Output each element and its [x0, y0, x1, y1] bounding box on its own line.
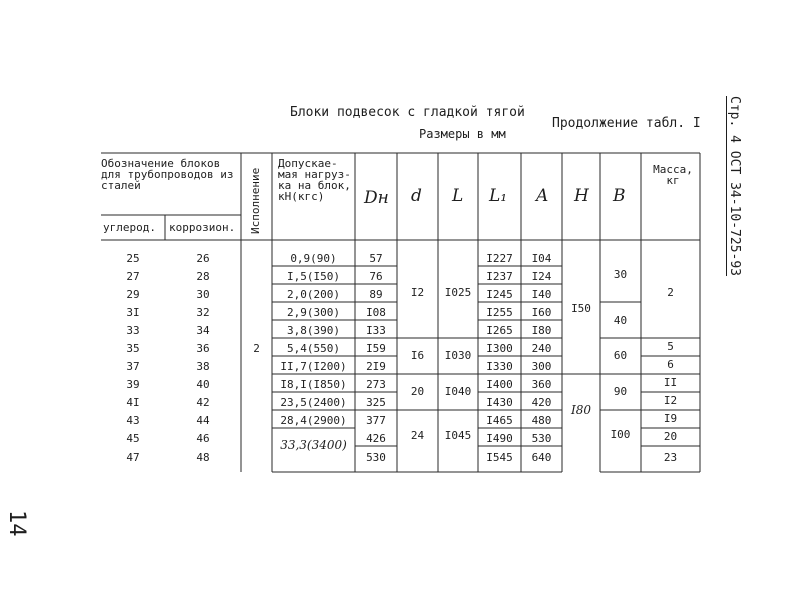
mass-value: 6: [667, 358, 674, 371]
cell-corrosion: 38: [196, 360, 210, 373]
h-value: I50: [571, 302, 591, 315]
b-value: 90: [613, 385, 628, 398]
cell-carbon: 37: [126, 360, 140, 373]
cell-load: 5,4(550): [287, 342, 340, 355]
cell-corrosion: 40: [196, 378, 210, 391]
header-a: A: [536, 186, 549, 206]
l-value: I025: [444, 286, 472, 299]
cell-carbon: 3I: [126, 306, 140, 319]
cell-l1: I245: [486, 288, 513, 301]
b-value: I00: [610, 428, 631, 441]
mass-value: I2: [663, 394, 678, 407]
standard-reference: Стр. 4 ОСТ 34-10-725-93: [727, 96, 742, 277]
cell-l1: I237: [486, 270, 513, 283]
cell-carbon: 39: [126, 378, 140, 391]
cell-a: I40: [531, 288, 552, 301]
cell-carbon: 43: [126, 414, 140, 427]
cell-corrosion: 48: [196, 451, 210, 464]
cell-l1: I227: [486, 252, 513, 265]
cell-dn: 273: [366, 378, 386, 391]
cell-corrosion: 44: [196, 414, 210, 427]
header-h: H: [574, 186, 589, 206]
cell-l1: I265: [486, 324, 513, 337]
header-carbon: углерод.: [103, 221, 156, 234]
d-value: 20: [410, 385, 425, 398]
cell-a: 300: [531, 360, 552, 373]
mass-value: I9: [663, 412, 678, 425]
b-value: 60: [613, 349, 628, 362]
d-value: I2: [410, 286, 425, 299]
cell-carbon: 27: [126, 270, 140, 283]
header-execution: Исполнение: [249, 167, 262, 234]
cell-dn: I33: [366, 324, 386, 337]
cell-corrosion: 34: [196, 324, 210, 337]
cell-l1: I400: [486, 378, 513, 391]
cell-dn: I59: [366, 342, 386, 355]
cell-dn: 2I9: [366, 360, 386, 373]
mass-value: 23: [663, 451, 678, 464]
cell-l1: I465: [486, 414, 513, 427]
cell-corrosion: 46: [196, 432, 210, 445]
cell-dn: 530: [366, 451, 386, 464]
units-note: Размеры в мм: [419, 127, 506, 141]
cell-load: 0,9(90): [290, 252, 337, 265]
cell-dn: 325: [366, 396, 386, 409]
cell-a: 360: [531, 378, 552, 391]
l-value: I030: [444, 349, 472, 362]
cell-a: 530: [531, 432, 552, 445]
continuation-note: Продолжение табл. I: [552, 116, 701, 131]
cell-load: 2,9(300): [287, 306, 340, 319]
cell-carbon: 47: [126, 451, 140, 464]
cell-load: II,7(I200): [280, 360, 347, 373]
l-value: I040: [444, 385, 472, 398]
b-value: 30: [613, 268, 628, 281]
cell-dn: 89: [369, 288, 383, 301]
cell-corrosion: 26: [196, 252, 210, 265]
mass-value: 20: [663, 430, 678, 443]
cell-l1: I300: [486, 342, 513, 355]
mass-value: 2: [667, 286, 674, 299]
cell-l1: I490: [486, 432, 513, 445]
mass-value: II: [663, 376, 678, 389]
header-corrosion: коррозион.: [169, 221, 236, 234]
cell-l1: I255: [486, 306, 513, 319]
cell-l1: I430: [486, 396, 513, 409]
d-value: 24: [410, 429, 425, 442]
cell-l1: I330: [486, 360, 513, 373]
l-value: I045: [444, 429, 472, 442]
mass-value: 5: [667, 340, 674, 353]
execution-value: 2: [253, 342, 260, 355]
cell-a: I04: [531, 252, 552, 265]
b-value: 40: [613, 314, 628, 327]
cell-load: 2,0(200): [287, 288, 340, 301]
cell-corrosion: 42: [196, 396, 210, 409]
cell-load: 23,5(2400): [280, 396, 347, 409]
cell-a: 420: [531, 396, 552, 409]
header-d: d: [411, 186, 422, 206]
cell-carbon: 4I: [126, 396, 140, 409]
page-number: 14: [4, 510, 29, 537]
cell-carbon: 25: [126, 252, 140, 265]
cell-dn: 57: [369, 252, 383, 265]
header-designation: Обозначение блоков для трубопроводов из сталей: [101, 157, 234, 192]
cell-carbon: 29: [126, 288, 140, 301]
header-b: B: [613, 186, 626, 206]
cell-dn: 76: [369, 270, 383, 283]
cell-a: 240: [531, 342, 552, 355]
cell-corrosion: 32: [196, 306, 210, 319]
cell-load: 28,4(2900): [280, 414, 347, 427]
cell-corrosion: 36: [196, 342, 210, 355]
header-dn: Dн: [364, 188, 389, 208]
cell-load: I8,I(I850): [280, 378, 347, 391]
cell-a: I80: [531, 324, 552, 337]
cell-carbon: 45: [126, 432, 140, 445]
cell-dn: 426: [366, 432, 386, 445]
cell-corrosion: 30: [196, 288, 210, 301]
cell-l1: I545: [486, 451, 513, 464]
cell-a: I60: [531, 306, 552, 319]
cell-carbon: 33: [126, 324, 140, 337]
cell-dn: I08: [366, 306, 386, 319]
cell-dn: 377: [366, 414, 386, 427]
d-value: I6: [410, 349, 425, 362]
cell-a: I24: [531, 270, 552, 283]
header-l1: L₁: [489, 186, 508, 206]
h-value: I80: [570, 403, 591, 417]
table-title: Блоки подвесок с гладкой тягой: [290, 105, 525, 120]
cell-load: 3,8(390): [287, 324, 340, 337]
cell-a: 640: [531, 451, 552, 464]
header-load: Допускае- мая нагруз- ка на блок, кН(кгс): [278, 157, 351, 203]
cell-corrosion: 28: [196, 270, 210, 283]
header-l: L: [452, 186, 464, 206]
header-mass: Масса, кг: [653, 163, 693, 187]
cell-carbon: 35: [126, 342, 140, 355]
cell-load: I,5(I50): [287, 270, 340, 283]
load-value-merged: 33,3(3400): [280, 438, 347, 452]
cell-a: 480: [531, 414, 552, 427]
